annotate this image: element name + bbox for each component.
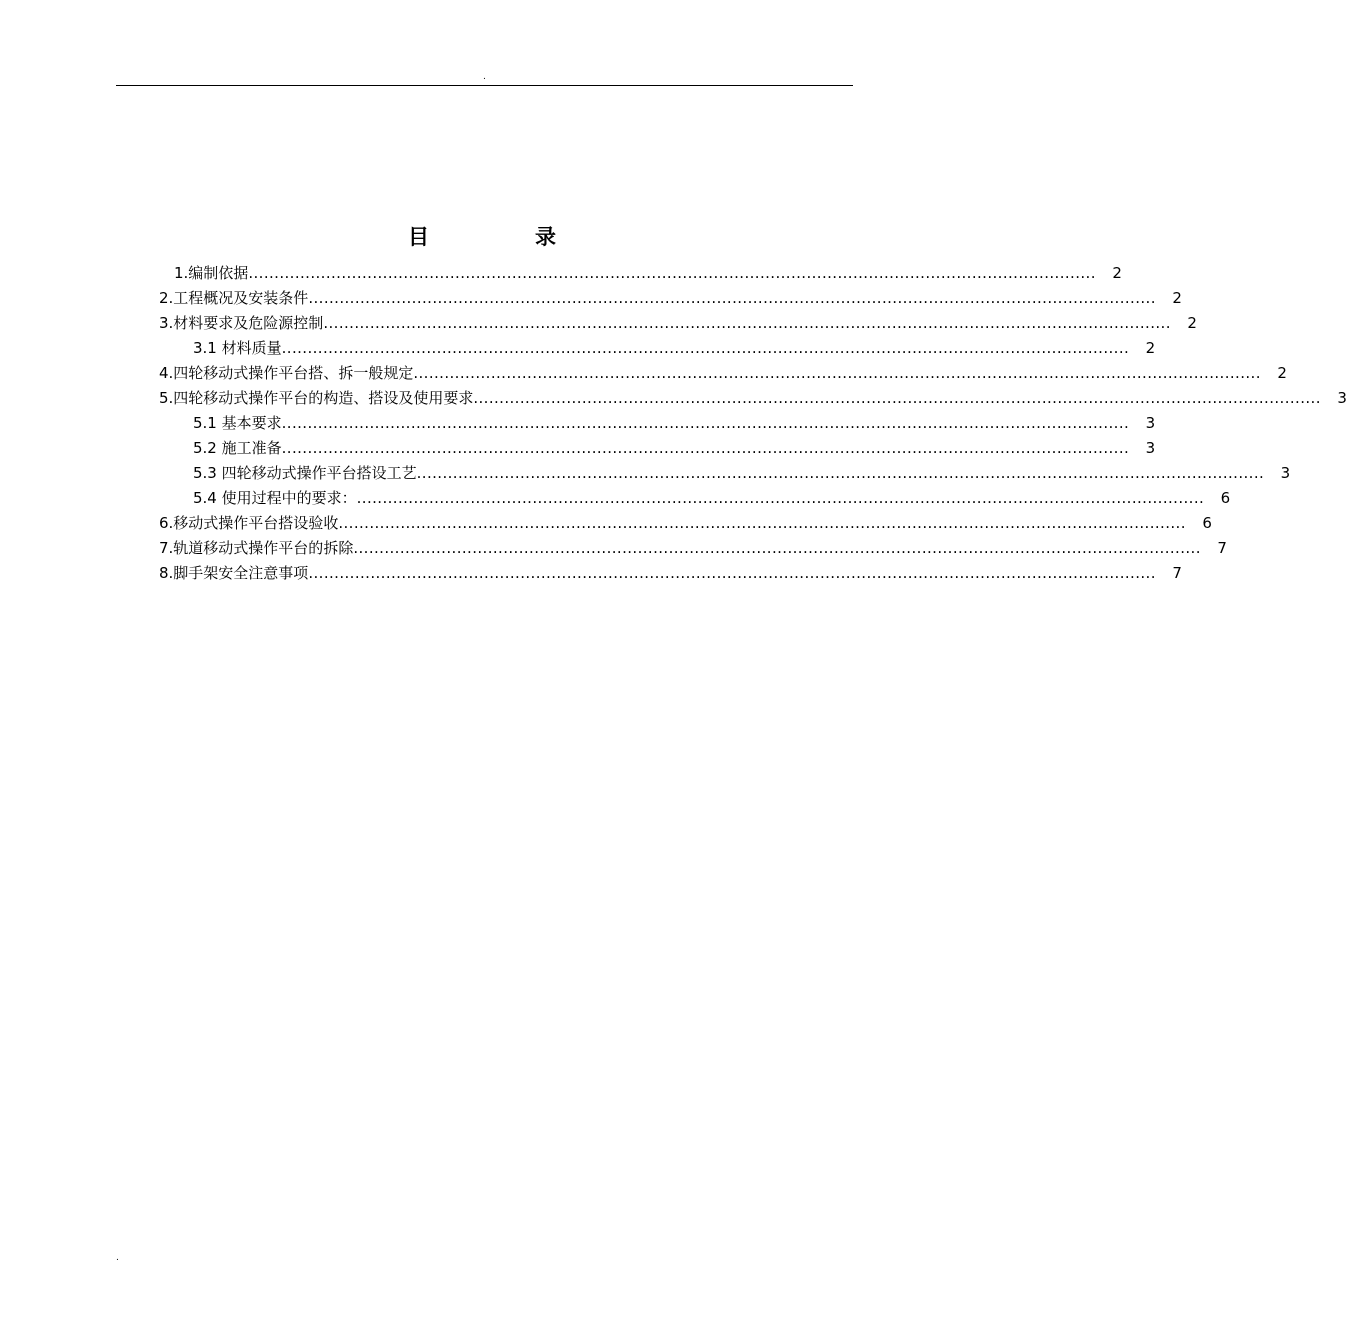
toc-leader: .................................................................................................................................................................... (308, 289, 1156, 307)
toc-title-right: 录 (535, 225, 556, 249)
toc-entry[interactable] (159, 311, 1197, 336)
toc-entry[interactable] (193, 336, 1156, 361)
toc-entry[interactable] (193, 486, 1231, 511)
toc-entry[interactable] (159, 536, 1227, 561)
toc-leader: .................................................................................................................................................................... (248, 264, 1096, 282)
toc-entry-label: 4.四轮移动式操作平台搭、拆一般规定 (159, 364, 414, 382)
toc-entry-page: 3 (1145, 439, 1156, 457)
toc-entry-label: 2.工程概况及安装条件 (159, 289, 309, 307)
toc-entry-page: 6 (1202, 514, 1212, 532)
toc-entry[interactable] (159, 386, 1347, 411)
toc-leader: .................................................................................................................................................................... (308, 564, 1156, 582)
toc-entry-page: 2 (1187, 314, 1197, 332)
toc-entry[interactable] (159, 561, 1182, 586)
toc-leader: .................................................................................................................................................................... (416, 464, 1265, 482)
toc-leader: .................................................................................................................................................................... (281, 339, 1130, 357)
toc-leader: .................................................................................................................................................................... (413, 364, 1261, 382)
toc-title-left: 目 (408, 225, 429, 249)
toc-entry-label: 5.3 四轮移动式操作平台搭设工艺 (193, 464, 417, 482)
toc-entry-page: 3 (1145, 414, 1156, 432)
toc-entry-label: 3.1 材料质量 (193, 339, 282, 357)
toc-entry-label: 5.1 基本要求 (193, 414, 282, 432)
toc-entry[interactable] (193, 461, 1291, 486)
header-rule (116, 85, 853, 86)
toc-entry[interactable] (159, 361, 1287, 386)
toc-entry-label: 3.材料要求及危险源控制 (159, 314, 324, 332)
toc-entry-page: 2 (1277, 364, 1287, 382)
toc-entry[interactable] (193, 411, 1156, 436)
toc-leader: .................................................................................................................................................................... (281, 439, 1130, 457)
header-mark: . (483, 72, 486, 82)
toc-entry-label: 5.2 施工准备 (193, 439, 282, 457)
toc-entry[interactable] (174, 261, 1122, 286)
toc-entry-page: 2 (1112, 264, 1122, 282)
toc-leader: .................................................................................................................................................................... (338, 514, 1186, 532)
toc-entry-page: 3 (1280, 464, 1291, 482)
footer-mark: . (116, 1253, 119, 1263)
toc-entry-label: 8.脚手架安全注意事项 (159, 564, 309, 582)
toc-leader: .................................................................................................................................................................... (353, 539, 1201, 557)
toc-title (408, 222, 556, 252)
toc-entry-page: 6 (1220, 489, 1231, 507)
toc-entry-label: 5.四轮移动式操作平台的构造、搭设及使用要求 (159, 389, 474, 407)
toc-leader: .................................................................................................................................................................... (323, 314, 1171, 332)
toc-entry-label: 5.4 使用过程中的要求： (193, 489, 357, 507)
toc-leader: .................................................................................................................................................................... (281, 414, 1130, 432)
toc-leader: .................................................................................................................................................................... (473, 389, 1321, 407)
toc-entry-label: 7.轨道移动式操作平台的拆除 (159, 539, 354, 557)
toc-leader: .................................................................................................................................................................... (356, 489, 1205, 507)
toc-entry-page: 2 (1172, 289, 1182, 307)
toc-entry[interactable] (159, 511, 1212, 536)
toc-entry-page: 7 (1217, 539, 1227, 557)
toc-entry-page: 7 (1172, 564, 1182, 582)
toc-entry-page: 2 (1145, 339, 1156, 357)
toc-entry-label: 6.移动式操作平台搭设验收 (159, 514, 339, 532)
toc-entry-page: 3 (1337, 389, 1347, 407)
toc-entry[interactable] (193, 436, 1156, 461)
toc-entry-label: 1.编制依据 (174, 264, 249, 282)
toc-entry[interactable] (159, 286, 1182, 311)
